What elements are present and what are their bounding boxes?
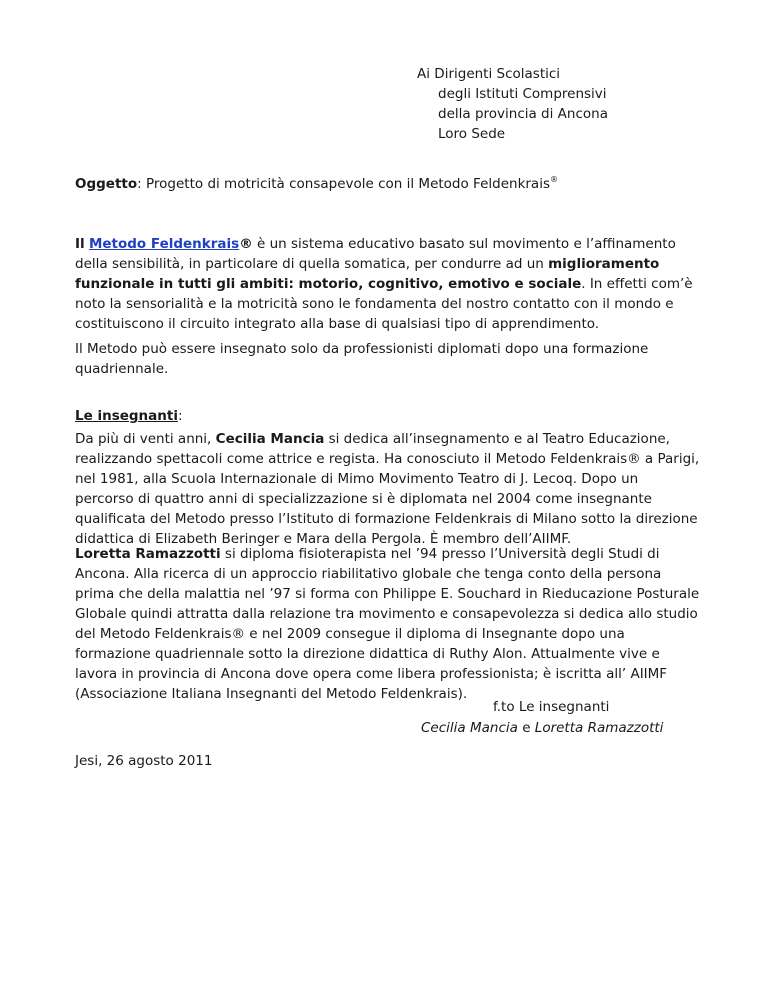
intro-paragraph <box>75 234 700 334</box>
feldenkrais-method-link[interactable]: Metodo Feldenkrais <box>88 236 240 252</box>
method-note: Il Metodo può essere insegnato solo da professionisti diplomati dopo una formazione quadriennale. <box>75 341 649 377</box>
intro-text-2: . In effetti com’è noto la sensorialità e la motricità sono le fondamenta del nostro contatto con il mondo e costituiscono il circuito integrato alla base di qualsiasi tipo di apprendimento. <box>75 276 693 332</box>
place-date: Jesi, 26 agosto 2011 <box>75 753 213 769</box>
signature-conjunction: e <box>517 720 535 736</box>
subject-line <box>75 174 700 194</box>
intro-registered-mark: ® <box>239 236 253 252</box>
subject-text: Progetto di motricità consapevole con il Metodo Feldenkrais <box>141 176 550 192</box>
recipient-line <box>417 64 608 84</box>
teacher2-text: si diploma fisioterapista nel ’94 presso l’Università degli Studi di Ancona. Alla ricerca di un approccio riabilitativo globale che tenga conto della persona prima che della malattia nel ’97 si forma con Philippe E. Souchard in Rieducazione Posturale Globale quindi attratta dalla relazione tra movimento e consapevolezza si dedica allo studio del Metodo Feldenkrais® e nel 2009 consegue il diploma di Insegnante dopo una formazione quadriennale sotto la direzione didattica di Ruthy Alon. Attualmente vive e lavora in provincia di Ancona dove opera come libera professionista; è iscritta all’ AIIMF (Associazione Italiana Insegnanti del Metodo Feldenkrais). <box>75 546 700 702</box>
teacher2-name: Loretta Ramazzotti <box>75 546 221 562</box>
teachers-heading-label: Le insegnanti <box>75 408 178 424</box>
teacher-cecilia-paragraph <box>75 429 700 549</box>
registered-mark: ® <box>550 175 558 184</box>
signature-name-1: Cecilia Mancia <box>421 720 518 736</box>
teachers-heading-colon: : <box>177 408 183 424</box>
recipient-line-3: della provincia di Ancona <box>438 106 608 122</box>
teacher-loretta-paragraph <box>75 544 700 704</box>
recipient-line-1: Dirigenti Scolastici <box>434 66 561 82</box>
intro-il: Il <box>75 236 85 252</box>
subject-colon: : <box>137 176 142 192</box>
recipient-line-4: Loro Sede <box>438 126 506 142</box>
intro-text-1: è un sistema educativo basato sul movimento e l’affinamento della sensibilità, in particolare di quella somatica, per condurre ad un <box>75 236 676 272</box>
signature-name-2: Loretta Ramazzotti <box>534 720 664 736</box>
recipient-prefix: Ai <box>417 66 430 82</box>
teacher1-name: Cecilia Mancia <box>215 431 325 447</box>
signature-caption: f.to Le insegnanti <box>493 699 610 715</box>
intro-highlight: miglioramento funzionale in tutti gli ambiti: motorio, cognitivo, emotivo e sociale <box>75 256 660 292</box>
teachers-heading <box>75 406 700 426</box>
signature-names <box>421 718 663 738</box>
teacher1-text-2: si dedica all’insegnamento e al Teatro Educazione, realizzando spettacoli come attrice e regista. Ha conosciuto il Metodo Feldenkrais® a Parigi, nel 1981, alla Scuola Internazionale di Mimo Movimento Teatro di J. Lecoq. Dopo un percorso di quattro anni di specializzazione si è diplomata nel 2004 come insegnante qualificata del Metodo presso l’Istituto di formazione Feldenkrais di Milano sotto la direzione didattica di Elizabeth Beringer e Mara della Pergola. È membro dell’AIIMF. <box>75 431 700 547</box>
recipient-block <box>417 64 608 144</box>
subject-label: Oggetto <box>75 176 138 192</box>
recipient-line-2: degli Istituti Comprensivi <box>438 86 607 102</box>
teacher1-text-1: Da più di venti anni, <box>75 431 216 447</box>
